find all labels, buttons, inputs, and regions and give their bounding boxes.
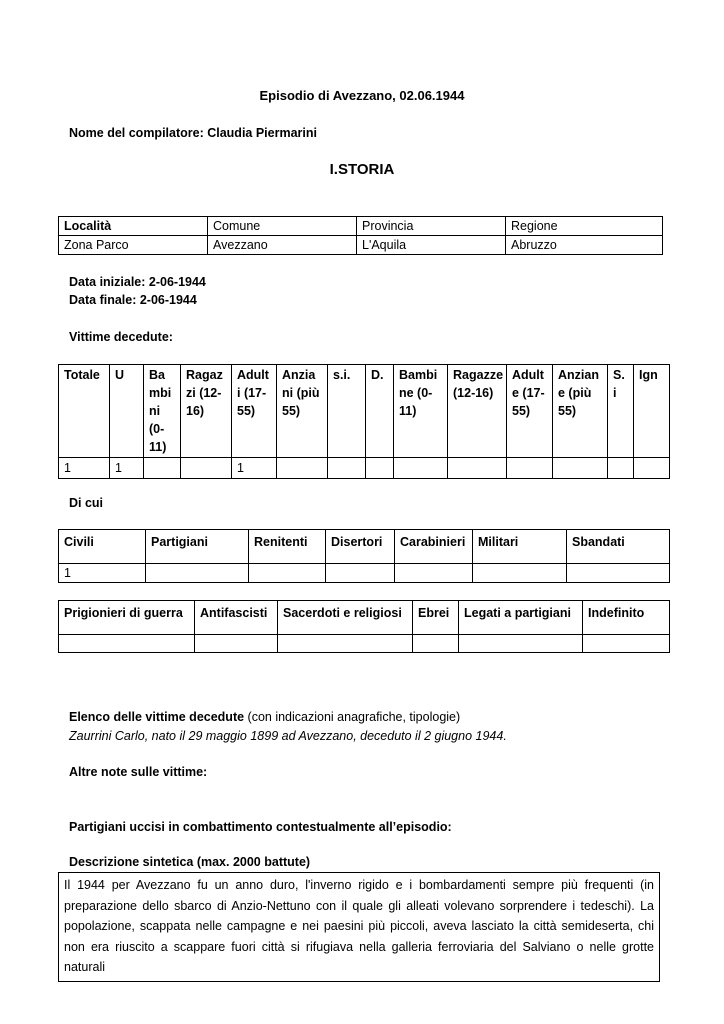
section-title: I.STORIA (329, 161, 395, 178)
di-cui-value-cell: 1 (59, 564, 146, 583)
victims-header-cell: Bambi ne (0- 11) (394, 365, 448, 458)
victims-heading: Vittime decedute: (69, 330, 173, 344)
victims-header-cell: Ragaz zi (12- 16) (181, 365, 232, 458)
di-cui-header-cell: Sbandati (567, 530, 670, 564)
prisoners-value-cell (583, 635, 670, 653)
di-cui-header-cell: Renitenti (249, 530, 326, 564)
prisoners-value-cell (459, 635, 583, 653)
victims-header-cell: Ragazze (12-16) (448, 365, 507, 458)
victims-value-cell (366, 458, 394, 479)
prisoners-header-cell: Indefinito (583, 601, 670, 635)
compiler-name: Nome del compilatore: Claudia Piermarini (69, 126, 317, 140)
di-cui-value-cell (326, 564, 395, 583)
victims-value-cell (553, 458, 608, 479)
location-header-regione: Regione (506, 217, 663, 236)
di-cui-header-cell: Civili (59, 530, 146, 564)
prisoners-table (58, 600, 670, 653)
victims-header-row (59, 365, 670, 458)
location-header-provincia: Provincia (357, 217, 506, 236)
prisoners-header-cell: Antifascisti (195, 601, 278, 635)
di-cui-header-cell: Disertori (326, 530, 395, 564)
di-cui-header-cell: Carabinieri (395, 530, 473, 564)
location-value-localita: Zona Parco (59, 236, 208, 255)
victims-value-cell (181, 458, 232, 479)
victims-header-cell: Totale (59, 365, 110, 458)
victims-value-cell: 1 (59, 458, 110, 479)
di-cui-header-cell: Militari (473, 530, 567, 564)
location-value-regione: Abruzzo (506, 236, 663, 255)
prisoners-value-cell (413, 635, 459, 653)
prisoners-value-row (59, 635, 670, 653)
description-heading: Descrizione sintetica (max. 2000 battute) (69, 855, 311, 869)
episode-title: Episodio di Avezzano, 02.06.1944 (259, 88, 465, 103)
location-value-comune: Avezzano (208, 236, 357, 255)
victims-header-cell: U (110, 365, 144, 458)
di-cui-value-cell (146, 564, 249, 583)
victims-header-cell: Anzian e (più 55) (553, 365, 608, 458)
victims-value-cell: 1 (232, 458, 277, 479)
di-cui-table (58, 529, 670, 583)
victim-list-heading (69, 710, 460, 724)
victims-header-cell: S. i (608, 365, 634, 458)
di-cui-heading: Di cui (69, 496, 104, 510)
victims-header-cell: s.i. (328, 365, 366, 458)
other-notes-heading: Altre note sulle vittime: (69, 765, 208, 779)
victims-value-row (59, 458, 670, 479)
victims-value-cell (328, 458, 366, 479)
prisoners-header-cell: Prigionieri di guerra (59, 601, 195, 635)
description-text: Il 1944 per Avezzano fu un anno duro, l'inverno rigido e i bombardamenti sempre più frequenti (in preparazione dello sbarco di Anzio-Nettuno con il quale gli alleati volevano sorprendere i tedeschi). La popolazione, scappata nelle campagne e nei paesini più piccoli, aveva lasciato la città semideserta, chi non era riuscito a scappare fuori città si rifugiava nella galleria ferroviaria del Salviano o nelle grotte naturali (58, 872, 660, 982)
victim-list-heading-bold: Elenco delle vittime decedute (69, 710, 245, 724)
prisoners-value-cell (195, 635, 278, 653)
prisoners-header-cell: Sacerdoti e religiosi (278, 601, 413, 635)
victims-header-cell: Ba mbi ni (0- 11) (144, 365, 181, 458)
victims-value-cell (277, 458, 328, 479)
victim-list-heading-note: (con indicazioni anagrafiche, tipologie) (244, 710, 461, 724)
victims-header-cell: Adult e (17- 55) (507, 365, 553, 458)
start-date: Data iniziale: 2-06-1944 (69, 275, 206, 289)
location-value-row (59, 236, 663, 255)
di-cui-header-cell: Partigiani (146, 530, 249, 564)
victims-value-cell (448, 458, 507, 479)
victims-header-cell: Adult i (17- 55) (232, 365, 277, 458)
di-cui-value-cell (567, 564, 670, 583)
location-header-row (59, 217, 663, 236)
prisoners-header-cell: Ebrei (413, 601, 459, 635)
victims-value-cell (507, 458, 553, 479)
prisoners-header-row (59, 601, 670, 635)
prisoners-value-cell (59, 635, 195, 653)
victims-value-cell (144, 458, 181, 479)
victims-value-cell (608, 458, 634, 479)
location-header-localita: Località (59, 217, 208, 236)
victims-value-cell (634, 458, 670, 479)
victims-value-cell (394, 458, 448, 479)
di-cui-value-cell (249, 564, 326, 583)
di-cui-value-cell (395, 564, 473, 583)
di-cui-value-row (59, 564, 670, 583)
location-table (58, 216, 663, 255)
victims-header-cell: Ign (634, 365, 670, 458)
victims-value-cell: 1 (110, 458, 144, 479)
victim-list-entry: Zaurrini Carlo, nato il 29 maggio 1899 ad Avezzano, deceduto il 2 giugno 1944. (69, 729, 507, 743)
victims-table (58, 364, 670, 479)
partisans-heading: Partigiani uccisi in combattimento contestualmente all’episodio: (69, 820, 452, 834)
prisoners-header-cell: Legati a partigiani (459, 601, 583, 635)
prisoners-value-cell (278, 635, 413, 653)
victims-header-cell: Anzia ni (più 55) (277, 365, 328, 458)
location-header-comune: Comune (208, 217, 357, 236)
di-cui-value-cell (473, 564, 567, 583)
location-value-provincia: L'Aquila (357, 236, 506, 255)
end-date: Data finale: 2-06-1944 (69, 293, 197, 307)
victims-header-cell: D. (366, 365, 394, 458)
di-cui-header-row (59, 530, 670, 564)
